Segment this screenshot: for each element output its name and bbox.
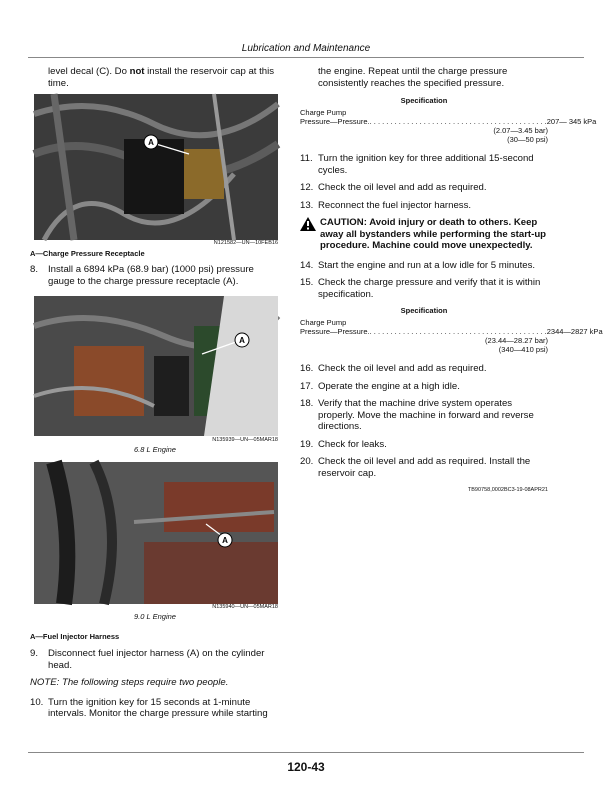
step-20: 20. Check the oil level and add as required. Install the reservoir cap. <box>300 456 531 479</box>
figure2-caption: 6.8 L Engine <box>134 445 176 454</box>
document-reference: TB90758,0002BC3-19-08APR21 <box>467 487 548 493</box>
spec2-row: Pressure—Pressure. . . . . . . . . . . . . . . . . . . . . . . . . . . . . . . . . . . . . . . . . . . . 2344—2827 kPa <box>300 327 603 336</box>
spec2-alt1: (23.44—28.27 bar) <box>485 336 548 345</box>
intro-paragraph: level decal (C). Do not install the reservoir cap at this time. <box>48 66 275 89</box>
step-9: 9. Disconnect fuel injector harness (A) on the cylinder head. <box>30 648 265 671</box>
step-16: 16. Check the oil level and add as required. <box>300 363 487 374</box>
figure1-id: N121582—UN—10FEB16 <box>213 240 278 246</box>
continued-paragraph: the engine. Repeat until the charge pressure consistently reaches the specified pressure. <box>318 66 508 89</box>
step-15: 15. Check the charge pressure and verify that it is within specification. <box>300 277 541 300</box>
spec2-alt2: (340—410 psi) <box>498 345 548 354</box>
figure3-caption: 9.0 L Engine <box>134 612 176 621</box>
step-18: 18. Verify that the machine drive system operates properly. Move the machine in forward and reverse directions. <box>300 398 534 432</box>
figure3-legend: A—Fuel Injector Harness <box>30 632 120 641</box>
figure1-legend: A—Charge Pressure Receptacle <box>30 249 145 258</box>
figure1-callout-a: A <box>148 138 154 147</box>
caution-text: CAUTION: Avoid injury or death to others. Keep away all bystanders while performing the start-up procedure. Machine could move unexpectedly. <box>320 217 547 251</box>
footer-rule <box>28 752 584 753</box>
spec1-title: Specification <box>400 96 448 105</box>
figure2-id: N135939—UN—05MAR18 <box>212 437 278 443</box>
figure-6-8l-engine <box>34 296 278 436</box>
spec-block-1 <box>300 96 597 144</box>
left-step8-block <box>30 264 280 293</box>
spec2-line1: Charge Pump <box>300 318 347 327</box>
step-13: 13. Reconnect the fuel injector harness. <box>300 199 472 211</box>
spec1-line1: Charge Pump <box>300 108 347 117</box>
left-column <box>30 66 280 96</box>
figure3-callout-a: A <box>222 536 228 545</box>
header-rule <box>28 57 584 58</box>
running-header: Lubrication and Maintenance <box>241 43 371 54</box>
step-10: 10. Turn the ignition key for 15 seconds at 1-minute intervals. Monitor the charge pressure while starting <box>30 696 268 719</box>
spec1-alt2: (30—50 psi) <box>507 135 548 144</box>
step-11: 11. Turn the ignition key for three additional 15-second cycles. <box>300 153 534 176</box>
step-8: 8. Install a 6894 kPa (68.9 bar) (1000 psi) pressure gauge to the charge pressure receptacle (A). <box>30 264 254 287</box>
step-17: 17. Operate the engine at a high idle. <box>300 380 460 392</box>
step-12: 12. Check the oil level and add as required. <box>300 182 487 193</box>
page-number: 120-43 <box>287 760 325 774</box>
warning-triangle-icon <box>300 217 320 252</box>
figure2-callout-a: A <box>239 336 245 345</box>
spec1-alt1: (2.07—3.45 bar) <box>493 126 548 135</box>
figure3-id: N135940—UN—05MAR18 <box>212 604 278 610</box>
note: NOTE: The following steps require two people. <box>30 677 229 688</box>
spec1-row: Pressure—Pressure. . . . . . . . . . . . . . . . . . . . . . . . . . . . . . . . . . . . . . . . . . . . 207— 345 kPa <box>300 117 597 126</box>
step-14: 14. Start the engine and run at a low idle for 5 minutes. <box>300 259 536 271</box>
figure-9-0l-engine <box>34 462 278 604</box>
right-column <box>300 66 603 497</box>
spec2-title: Specification <box>400 306 448 315</box>
spec-block-2 <box>300 306 603 354</box>
left-bottom-steps <box>30 648 280 726</box>
figure-charge-pressure-receptacle <box>34 94 278 240</box>
step-19: 19. Check for leaks. <box>300 438 387 450</box>
caution-block <box>300 217 548 252</box>
